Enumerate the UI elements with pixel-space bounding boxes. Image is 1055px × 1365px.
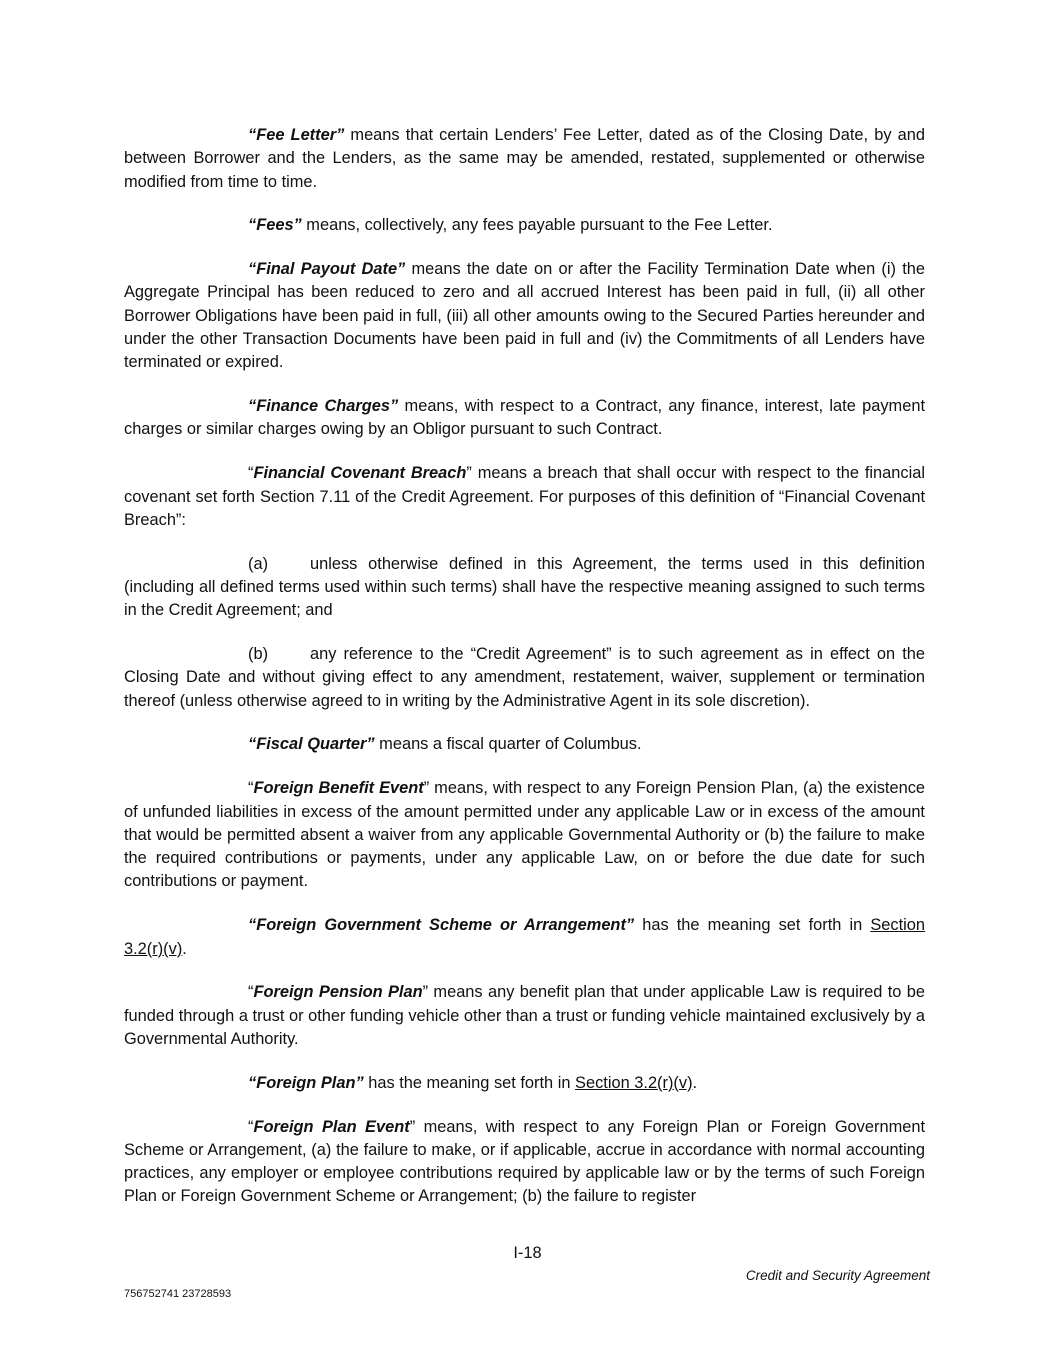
definition-text: means, with respect to a Contract, any finance, interest, late payment charges or similar charges owing by an Obligor pursuant to such Contract. xyxy=(124,397,925,439)
definition-finance-charges xyxy=(124,395,925,442)
open-quote: “ xyxy=(248,983,254,1002)
defined-term: “Foreign Plan” xyxy=(248,1073,364,1092)
definition-fee-letter xyxy=(124,124,925,194)
clause-label: (b) xyxy=(248,645,269,664)
definition-financial-covenant-breach xyxy=(124,462,925,532)
definition-final-payout-date xyxy=(124,258,925,374)
definition-text: ” means, with respect to any Foreign Pension Plan, (a) the existence of unfunded liabilities in excess of the amount permitted under any applicable Law or in excess of the amount that would be permitted absent a waiver from any applicable Governmental Authority or (b) the failure to make the required contributions or payments, under any applicable Law, on or before the due date for such contributions or payment. xyxy=(124,779,926,891)
defined-term: “Foreign Government Scheme or Arrangement” xyxy=(248,916,635,935)
fcb-subclause-a xyxy=(124,553,925,623)
definition-text: means that certain Lenders’ Fee Letter, dated as of the Closing Date, by and between Borrower and the Lenders, as the same may be amended, restated, supplemented or otherwise modified from time to time. xyxy=(124,126,925,191)
clause-text: any reference to the “Credit Agreement” is to such agreement as in effect on the Closing Date and without giving effect to any amendment, restatement, waiver, supplement or termination thereof (unless otherwise agreed to in writing by the Administrative Agent in its sole discretion). xyxy=(124,645,925,710)
definition-foreign-government-scheme xyxy=(124,914,925,961)
definition-foreign-pension-plan xyxy=(124,981,925,1051)
document-body xyxy=(124,124,925,1229)
open-quote: “ xyxy=(248,779,254,798)
open-quote: “ xyxy=(248,464,254,483)
document-title-footer: Credit and Security Agreement xyxy=(745,1268,930,1283)
fcb-subclause-b xyxy=(124,643,925,713)
open-quote: “ xyxy=(248,1117,254,1136)
definition-end: . xyxy=(182,939,187,958)
definition-foreign-plan-event xyxy=(124,1116,925,1209)
definition-text: ” means, with respect to any Foreign Plan or Foreign Government Scheme or Arrangement, (a) the failure to make, or if applicable, accrue in accordance with normal accounting practices, any employer or employee contributions required by applicable law or by the terms of such Foreign Plan or Foreign Government Scheme or Arrangement; (b) the failure to register xyxy=(124,1117,926,1206)
clause-label: (a) xyxy=(248,554,269,573)
defined-term: Financial Covenant Breach xyxy=(253,464,467,483)
definition-text: has the meaning set forth in xyxy=(634,916,871,935)
definition-text: means a fiscal quarter of Columbus. xyxy=(374,735,642,754)
definition-end: . xyxy=(692,1073,698,1092)
defined-term: “Fees” xyxy=(248,216,302,235)
section-reference: Section 3.2(r)(v) xyxy=(575,1073,693,1092)
definition-text: has the meaning set forth in xyxy=(363,1073,576,1092)
definition-foreign-plan xyxy=(124,1072,925,1095)
defined-term: Foreign Plan Event xyxy=(253,1117,410,1136)
defined-term: Foreign Benefit Event xyxy=(253,779,424,798)
page-number: I-18 xyxy=(513,1244,542,1262)
definition-text: ” means a breach that shall occur with respect to the financial covenant set forth Section 7.11 of the Credit Agreement. For purposes of this definition of “Financial Covenant Breach”: xyxy=(124,464,925,529)
defined-term: “Fiscal Quarter” xyxy=(248,735,375,754)
defined-term: “Fee Letter” xyxy=(248,126,345,144)
definition-text: ” means any benefit plan that under applicable Law is required to be funded through a trust or other funding vehicle other than a trust or funding vehicle maintained exclusively by a Governmental Authority. xyxy=(124,983,925,1048)
definition-foreign-benefit-event xyxy=(124,777,925,893)
defined-term: “Final Payout Date” xyxy=(248,260,406,279)
definition-fiscal-quarter xyxy=(124,733,925,756)
section-reference: Section 3.2(r)(v) xyxy=(124,916,926,958)
clause-text: unless otherwise defined in this Agreement, the terms used in this definition (including all defined terms used within such terms) shall have the respective meaning assigned to such terms in the Credit Agreement; and xyxy=(124,554,925,620)
definition-text: means the date on or after the Facility Termination Date when (i) the Aggregate Principal has been reduced to zero and all accrued Interest has been paid in full, (ii) all other Borrower Obligations have been paid in full, (iii) all other amounts owing to the Secured Parties hereunder and under the other Transaction Documents have been paid in full and (iv) the Commitments of all Lenders have terminated or expired. xyxy=(124,260,925,372)
definition-fees xyxy=(124,214,925,237)
defined-term: “Finance Charges” xyxy=(248,397,399,416)
defined-term: Foreign Pension Plan xyxy=(253,983,423,1002)
definition-text: means, collectively, any fees payable pursuant to the Fee Letter. xyxy=(301,216,773,235)
document-id: 756752741 23728593 xyxy=(124,1288,232,1300)
